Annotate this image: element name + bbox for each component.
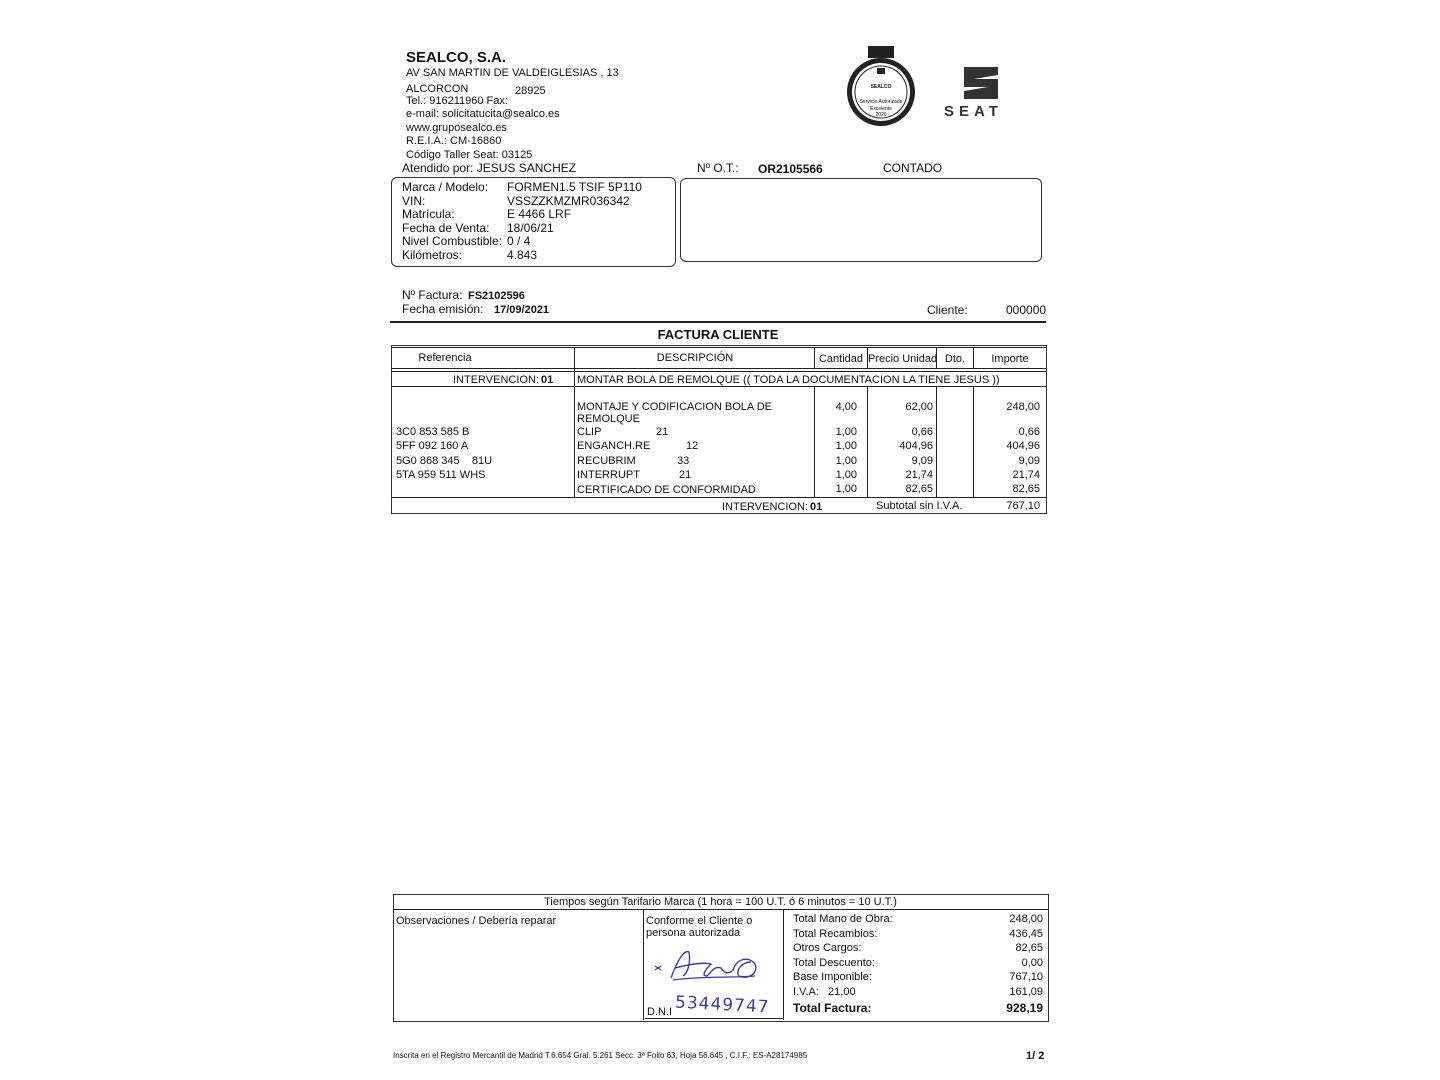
row-description: ENGANCH.RE — [577, 440, 651, 452]
row-code: 21 — [656, 426, 669, 438]
row-description: RECUBRIM — [577, 455, 636, 467]
total-value: 82,65 — [1015, 942, 1043, 954]
row-unit-price: 9,09 — [911, 455, 933, 467]
customer-signature — [651, 946, 763, 986]
brand-name: SEAT — [944, 103, 1003, 120]
total-label: Base Imponible: — [793, 971, 872, 983]
total-value: 248,00 — [1009, 913, 1043, 925]
row-amount: 0,66 — [1018, 426, 1040, 438]
row-unit-price: 0,66 — [911, 426, 933, 438]
client-label: Cliente: — [927, 303, 968, 317]
page-number: 1/ 2 — [1026, 1050, 1045, 1062]
total-row — [793, 971, 1045, 986]
client-number: 000000 — [1006, 303, 1047, 317]
total-row — [793, 957, 1045, 972]
seal-year-text: 2020 — [875, 112, 887, 118]
workshop-code: Código Taller Seat: 03125 — [406, 149, 533, 161]
seal-bottom-text: Excelente — [870, 106, 892, 112]
header-quantity: Cantidad — [818, 353, 864, 365]
total-value: 767,10 — [1009, 971, 1043, 983]
row-description: CLIP — [577, 426, 602, 438]
dni-label: D.N.I — [647, 1006, 673, 1018]
invoice-number: FS2102596 — [468, 290, 525, 302]
seat-logo-icon — [960, 65, 1002, 101]
header-reference: Referencia — [418, 352, 472, 364]
vehicle-value: 0 / 4 — [507, 234, 531, 248]
intervention-footer-label: INTERVENCION: — [722, 501, 808, 513]
total-label: I.V.A: 21,00 — [793, 985, 856, 998]
vehicle-value: FORMEN1.5 TSIF 5P110 — [507, 180, 642, 194]
invoice-number-label: Nº Factura: — [402, 288, 463, 302]
total-row — [793, 913, 1045, 928]
grand-total-label: Total Factura: — [793, 1001, 872, 1015]
company-address: AV SAN MARTIN DE VALDEIGLESIAS , 13 — [406, 67, 619, 79]
company-reia: R.E.I.A.: CM-16860 — [406, 135, 502, 147]
header-description: DESCRIPCIÓN — [656, 352, 734, 364]
row-amount: 9,09 — [1018, 455, 1040, 467]
row-code: 21 — [679, 469, 692, 481]
vehicle-label: VIN: — [402, 194, 426, 208]
subtotal-label: Subtotal sin I.V.A. — [876, 500, 963, 512]
company-phone-fax: Tel.: 916211960 Fax: — [406, 95, 508, 107]
dni-value: 53449747 — [674, 992, 770, 1018]
invoice-date: 17/09/2021 — [494, 304, 550, 316]
notes-box — [680, 178, 1042, 262]
total-label: Total Mano de Obra: — [793, 913, 893, 925]
row-amount: 404,96 — [1006, 440, 1040, 452]
vehicle-label: Matrícula: — [402, 207, 455, 221]
company-city: ALCORCON — [406, 83, 469, 95]
company-website: www.gruposealco.es — [406, 122, 507, 134]
vehicle-value: 4.843 — [507, 248, 538, 262]
items-table — [391, 345, 1046, 515]
intervention-number: 01 — [541, 374, 554, 386]
conforme-line1: Conforme el Cliente o — [646, 915, 753, 927]
invoice-title: FACTURA CLIENTE — [657, 327, 779, 342]
header-amount: Importe — [991, 353, 1029, 365]
total-label: Total Recambios: — [793, 927, 878, 940]
row-reference: 5G0 868 345 81U — [396, 455, 493, 467]
vehicle-label: Fecha de Venta: — [402, 221, 490, 235]
attended-by: Atendido por: JESUS SANCHEZ — [402, 161, 577, 175]
row-unit-price: 404,96 — [899, 440, 933, 452]
total-row — [793, 986, 1045, 1001]
grand-total-value: 928,19 — [1006, 1001, 1043, 1015]
vehicle-value: E 4466 LRF — [507, 207, 572, 221]
row-amount: 21,74 — [1012, 469, 1040, 481]
row-description: MONTAJE Y CODIFICACION BOLA DE — [577, 401, 772, 413]
subtotal-value: 767,10 — [1006, 500, 1040, 512]
intervention-footer-number: 01 — [810, 501, 823, 513]
row-quantity: 1,00 — [835, 483, 857, 495]
row-quantity: 1,00 — [835, 455, 857, 467]
conforme-line2: persona autorizada — [646, 927, 741, 939]
vehicle-label: Kilómetros: — [402, 248, 463, 262]
row-reference: 5TA 959 511 WHS — [396, 469, 486, 481]
row-quantity: 1,00 — [835, 426, 857, 438]
invoice-date-label: Fecha emisión: — [402, 302, 484, 316]
ot-label: Nº O.T.: — [697, 161, 739, 175]
seal-middle-text: Servicio Autorizado — [859, 99, 903, 105]
total-label: Total Descuento: — [793, 956, 875, 969]
row-amount: 82,65 — [1012, 483, 1040, 495]
row-code: 12 — [686, 440, 699, 452]
vehicle-value: VSSZZKMZMR036342 — [507, 194, 630, 208]
vehicle-label: Nivel Combustible: — [402, 234, 503, 248]
row-code: 33 — [677, 455, 690, 467]
row-unit-price: 62,00 — [905, 401, 933, 413]
tariff-note: Tiempos según Tarifario Marca (1 hora = 100 U.T. ó 6 minutos = 10 U.T.) — [544, 896, 897, 908]
ot-number: OR2105566 — [758, 162, 823, 176]
company-postal-code: 28925 — [515, 85, 546, 97]
observations-label: Observaciones / Debería reparar — [396, 915, 557, 927]
seal-top-text: SEALCO — [870, 84, 892, 90]
payment-type: CONTADO — [883, 161, 943, 175]
row-description: CERTIFICADO DE CONFORMIDAD — [577, 484, 756, 496]
total-value: 436,45 — [1009, 927, 1043, 940]
row-description: INTERRUPT — [577, 469, 640, 481]
row-amount: 248,00 — [1006, 401, 1040, 413]
vehicle-label: Marca / Modelo: — [402, 180, 489, 194]
company-name: SEALCO, S.A. — [406, 49, 507, 66]
vehicle-value: 18/06/21 — [507, 221, 554, 235]
intervention-label: INTERVENCION: — [453, 374, 539, 386]
row-quantity: 1,00 — [835, 469, 857, 481]
totals-list — [793, 913, 1045, 1018]
row-reference: 5FF 092 160 A — [396, 440, 469, 452]
summary-box — [393, 894, 1048, 1022]
header-unit-price: Precio Unidad — [868, 353, 938, 365]
company-email: e-mail: solicitatucita@sealco.es — [406, 108, 560, 120]
row-unit-price: 82,65 — [905, 483, 933, 495]
row-description-cont: REMOLQUE — [577, 413, 640, 425]
registry-note: Inscrita en el Registro Mercantil de Madrid T.6.654 Gral. 5.261 Secc. 3ª Folio 63, Hoja 56.645 , C.I.F.: ES-A28174985 — [393, 1051, 808, 1060]
grand-total-row — [793, 1002, 1045, 1018]
total-row — [793, 942, 1045, 957]
total-value: 0,00 — [1021, 956, 1043, 969]
total-value: 161,09 — [1009, 985, 1043, 998]
header-discount: Dto. — [944, 353, 966, 365]
row-unit-price: 21,74 — [905, 469, 933, 481]
intervention-description: MONTAR BOLA DE REMOLQUE (( TODA LA DOCUMENTACION LA TIENE JESUS )) — [577, 374, 1000, 386]
total-label: Otros Cargos: — [793, 942, 862, 954]
total-row — [793, 928, 1045, 943]
row-reference: 3C0 853 585 B — [396, 426, 470, 438]
row-quantity: 1,00 — [835, 440, 857, 452]
row-quantity: 4,00 — [835, 401, 857, 413]
